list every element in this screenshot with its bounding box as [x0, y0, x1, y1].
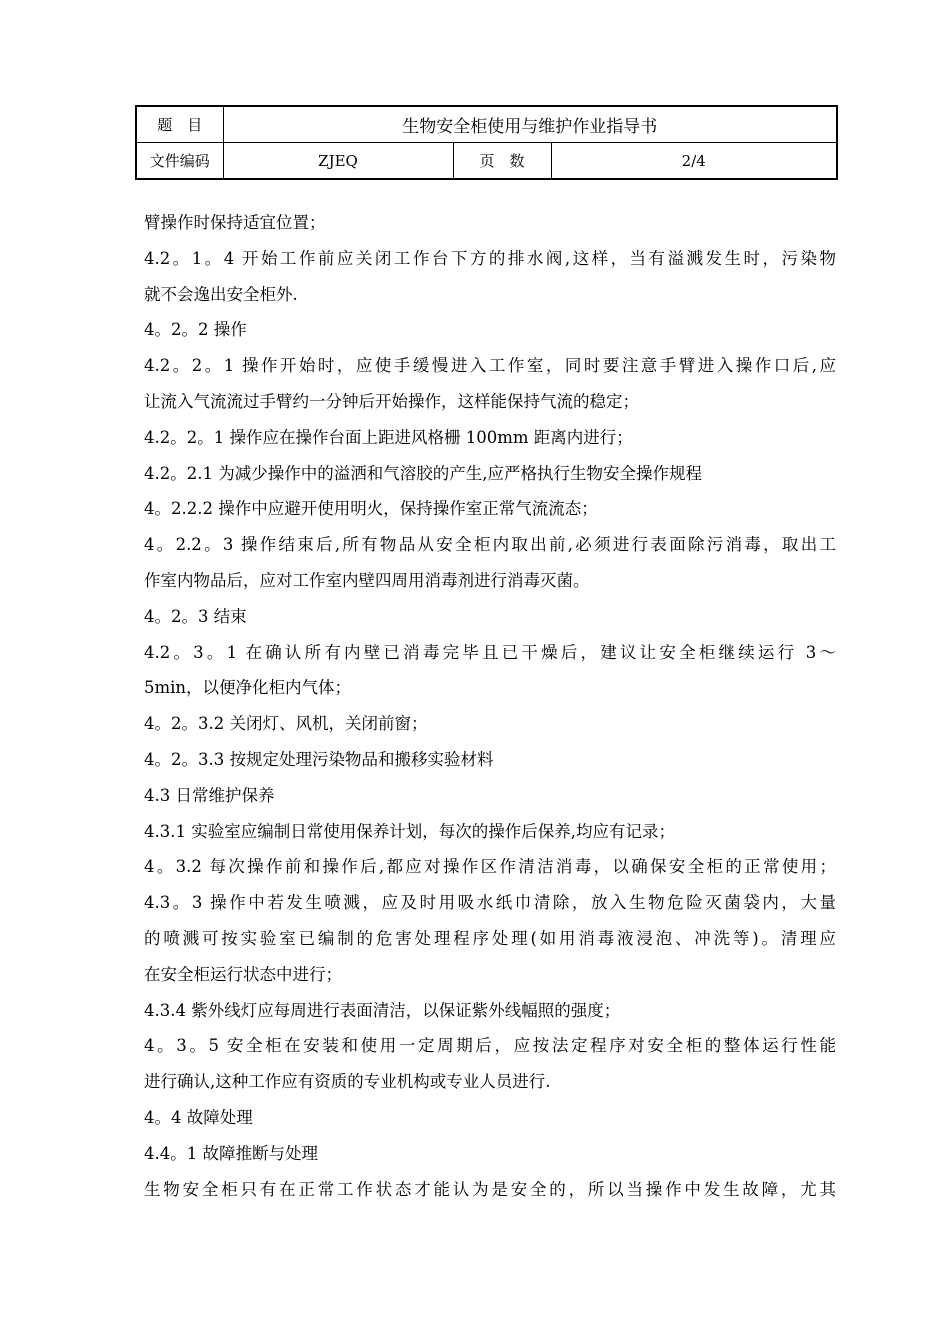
- code-value: ZJEQ: [223, 143, 453, 180]
- title-label: 题 目: [136, 106, 223, 143]
- header-row-title: [136, 106, 837, 143]
- body-text-line: 4。2。3 结束: [144, 606, 247, 626]
- body-text-line: 4。4 故障处理: [144, 1107, 253, 1127]
- page-count-value: 2/4: [551, 143, 837, 180]
- body-text-line: 4.4。1 故障推断与处理: [144, 1143, 318, 1163]
- body-text-line: 4。2。2 操作: [144, 320, 247, 340]
- body-text-line: 4。2。3.2 关闭灯、风机，关闭前窗；: [144, 714, 428, 734]
- body-text-line: 进行确认,这种工作应有资质的专业机构或专业人员进行.: [144, 1072, 551, 1092]
- body-text-line: 臂操作时保持适宜位置；: [144, 213, 326, 232]
- body-text-line: 让流入气流流过手臂约一分钟后开始操作，这样能保持气流的稳定；: [144, 391, 639, 411]
- body-text-line: 5min，以便净化柜内气体；: [144, 678, 352, 698]
- body-text-line: 4.2。3。1 在确认所有内壁已消毒完毕且已干燥后，建议让安全柜继续运行 3～: [144, 642, 836, 662]
- header-row-info: [136, 143, 837, 180]
- body-text-line: 作室内物品后，应对工作室内壁四周用消毒剂进行消毒灭菌。: [144, 570, 590, 590]
- body-text-line: 4.2。2。1 操作应在操作台面上距进风格栅 100mm 距离内进行；: [144, 427, 633, 447]
- body-text-line: 4.3.4 紫外线灯应每周进行表面清洁，以保证紫外线幅照的强度；: [144, 1000, 621, 1020]
- body-text-line: 的喷溅可按实验室已编制的危害处理程序处理(如用消毒液浸泡、冲洗等)。清理应: [144, 928, 836, 948]
- document-title: 生物安全柜使用与维护作业指导书: [223, 106, 837, 143]
- body-text-line: 4.2。2.1 为减少操作中的溢洒和气溶胶的产生,应严格执行生物安全操作规程: [144, 463, 702, 483]
- body-text-line: 4。3.2 每次操作前和操作后,都应对操作区作清洁消毒，以确保安全柜的正常使用；: [144, 857, 836, 877]
- body-text-line: 4.2。2。1 操作开始时，应使手缓慢进入工作室，同时要注意手臂进入操作口后,应: [144, 356, 836, 376]
- body-text-line: 4。2.2。3 操作结束后,所有物品从安全柜内取出前,必须进行表面除污消毒，取出工: [144, 535, 836, 555]
- body-text-line: 4。2.2.2 操作中应避开使用明火，保持操作室正常气流流态；: [144, 499, 598, 519]
- code-label: 文件编码: [136, 143, 223, 180]
- body-text-line: 4。2。3.3 按规定处理污染物品和搬移实验材料: [144, 749, 494, 769]
- body-text-line: 4.2。1。4 开始工作前应关闭工作台下方的排水阀,这样，当有溢溅发生时，污染物: [144, 248, 836, 268]
- body-text-line: 在安全柜运行状态中进行；: [144, 964, 342, 984]
- body-text-line: 生物安全柜只有在正常工作状态才能认为是安全的，所以当操作中发生故障，尤其: [144, 1179, 836, 1199]
- body-text-line: 4。3。5 安全柜在安装和使用一定周期后，应按法定程序对安全柜的整体运行性能: [144, 1036, 836, 1056]
- body-text-line: 就不会逸出安全柜外.: [144, 284, 298, 304]
- body-text-line: 4.3 日常维护保养: [144, 785, 275, 805]
- page-count-label: 页 数: [453, 143, 551, 180]
- document-body: [144, 205, 836, 1207]
- body-text-line: 4.3。3 操作中若发生喷溅，应及时用吸水纸巾清除，放入生物危险灭菌袋内，大量: [144, 893, 836, 913]
- body-text-line: 4.3.1 实验室应编制日常使用保养计划，每次的操作后保养,均应有记录；: [144, 821, 675, 841]
- document-header-table: [135, 105, 838, 180]
